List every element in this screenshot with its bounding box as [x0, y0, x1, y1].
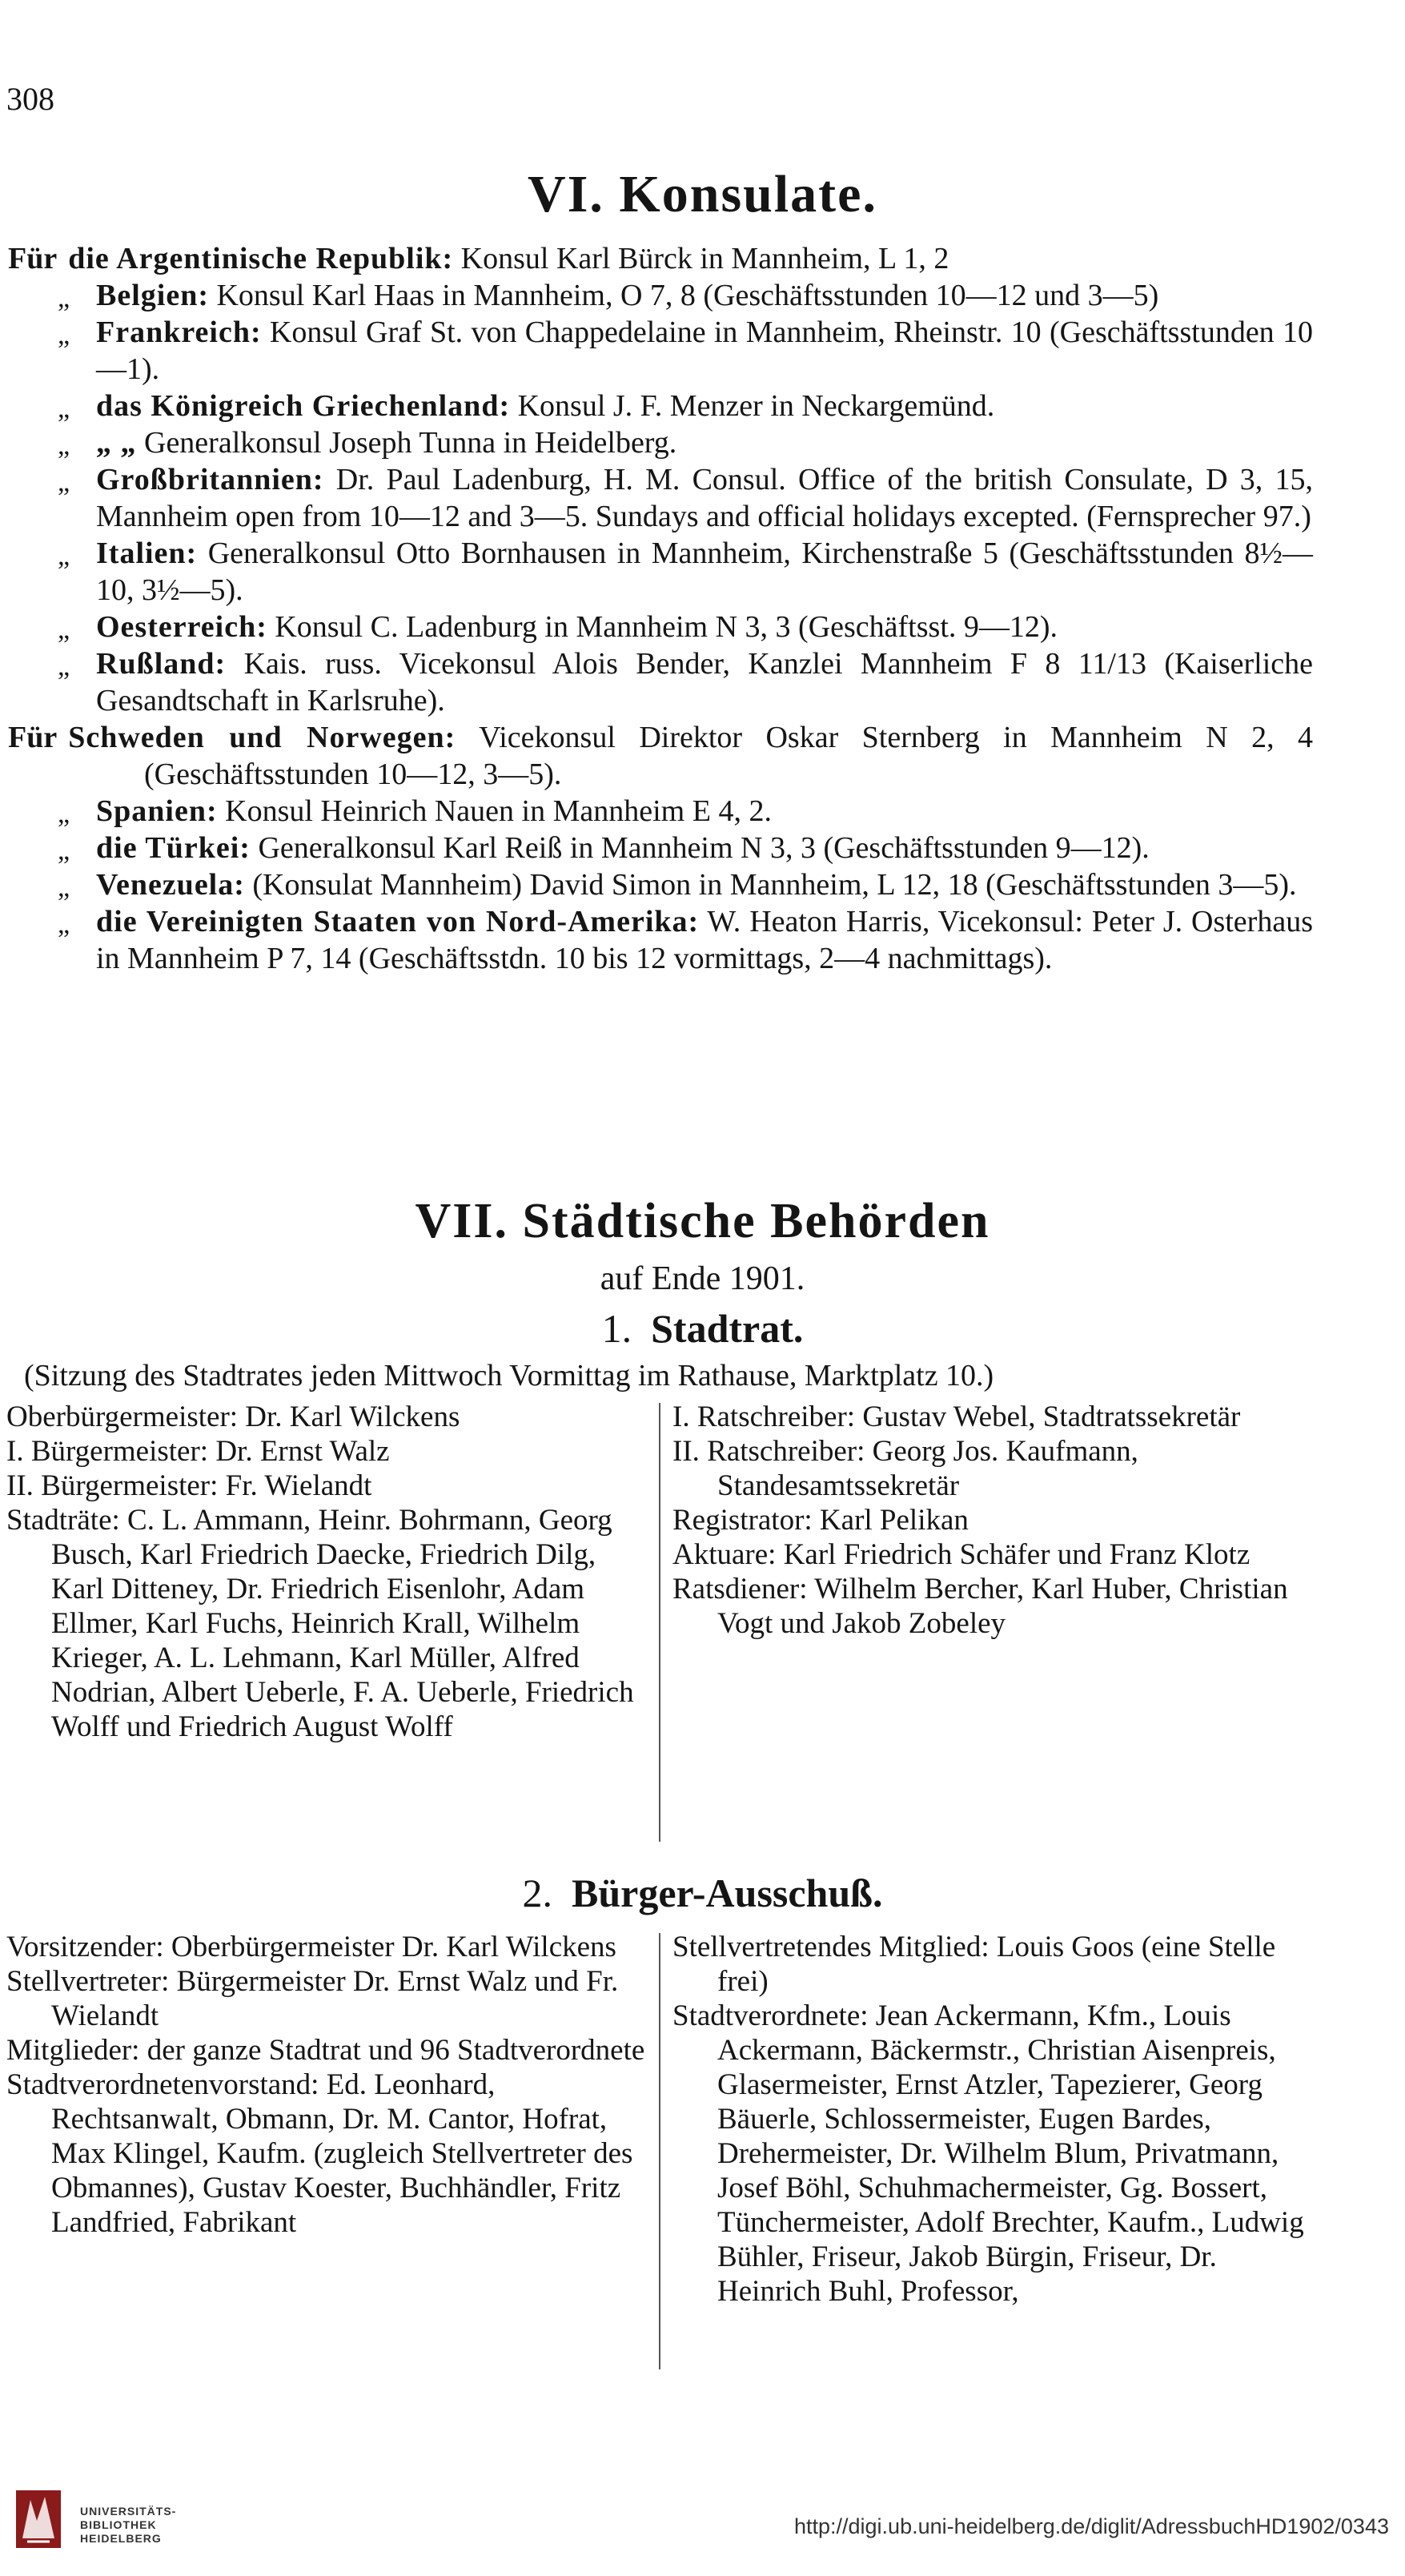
footer-bar — [0, 2466, 1405, 2576]
stadtrat-right-column — [672, 1400, 1313, 1641]
entry-lead: Für — [8, 242, 58, 275]
library-name-line: UNIVERSITÄTS- — [80, 2505, 177, 2518]
subsection-heading-stadtrat — [0, 1305, 1405, 1352]
country-name: Schweden und Norwegen: — [68, 721, 456, 754]
entry-lead: „ — [58, 873, 70, 902]
country-name: Frankreich: — [96, 315, 262, 349]
buerger-left-column — [6, 1930, 647, 2240]
consulate-entry — [8, 903, 1313, 977]
university-library-logo-icon — [14, 2489, 62, 2550]
consul-details: Konsul Heinrich Nauen in Mannheim E 4, 2. — [225, 794, 772, 828]
consulate-entry — [8, 535, 1313, 609]
library-name-line: BIBLIOTHEK — [80, 2518, 157, 2531]
stadtrat-entry: Aktuare: Karl Friedrich Schäfer und Franz Klotz — [672, 1538, 1250, 1571]
entry-lead: „ — [58, 615, 70, 645]
subsection-heading-buerger-ausschuss — [0, 1870, 1405, 1916]
library-name — [80, 2505, 176, 2546]
column-divider — [659, 1933, 660, 2369]
stadtrat-entry: Registrator: Karl Pelikan — [672, 1504, 969, 1537]
buerger-ausschuss-entry: Mitglieder: der ganze Stadtrat und 96 Stadtverordnete — [6, 2034, 645, 2067]
entry-lead: „ — [58, 394, 70, 424]
subsection-number: 1. — [601, 1306, 632, 1351]
consulate-entry — [8, 240, 1313, 277]
country-name: Oesterreich: — [96, 610, 267, 644]
subsection-title: Stadtrat. — [651, 1306, 804, 1351]
stadtrat-left-column — [6, 1400, 647, 1744]
entry-lead: „ — [58, 910, 70, 939]
consul-details: Konsul Karl Bürck in Mannheim, L 1, 2 — [460, 242, 949, 275]
stadtrat-entry: Stadträte: C. L. Ammann, Heinr. Bohrmann, Georg Busch, Karl Friedrich Daecke, Friedrich Dilg, Karl Ditteney, Dr. Friedrich Eisenlohr, Adam Ellmer, Karl Fuchs, Heinrich Krall, Wilhelm Krieger, A. L. Lehmann, Karl Müller, Alfred Nodrian, Albert Ueberle, F. A. Ueberle, Friedrich Wolff und Friedrich August Wolff — [6, 1504, 634, 1743]
entry-lead: „ — [58, 320, 70, 350]
consulate-entry — [8, 461, 1313, 535]
section-subtitle: auf Ende 1901. — [600, 1260, 805, 1297]
country-name: das Königreich Griechenland: — [96, 389, 511, 423]
entry-lead: Für — [8, 721, 58, 754]
page-number: 308 — [6, 81, 54, 117]
country-name: Belgien: — [96, 279, 209, 312]
consul-details: W. Heaton Harris, Vicekonsul: Peter J. Osterhaus in Mannheim P 7, 14 (Geschäftsstdn. 10 bis 12 vormittags, 2—4 nachmittags). — [96, 905, 1313, 975]
entry-lead: „ — [58, 468, 70, 497]
consulates-list — [8, 240, 1313, 977]
entry-lead: „ — [58, 283, 70, 313]
buerger-ausschuss-entry: Vorsitzender: Oberbürgermeister Dr. Karl Wilckens — [6, 1931, 616, 1963]
stadtrat-entry: I. Ratschreiber: Gustav Webel, Stadtratssekretär — [672, 1401, 1241, 1433]
entry-lead: „ — [58, 431, 70, 460]
stadtrat-intro: (Sitzung des Stadtrates jeden Mittwoch Vormittag im Rathause, Marktplatz 10.) — [24, 1359, 994, 1392]
library-name-line: HEIDELBERG — [80, 2532, 162, 2545]
consulate-entry — [8, 609, 1313, 645]
buerger-ausschuss-entry: Stadtverordnetenvorstand: Ed. Leonhard, Rechtsanwalt, Obmann, Dr. M. Cantor, Hofrat, Max Klingel, Kaufm. (zugleich Stellvertreter des Obmannes), Gustav Koester, Buchhändler, Fritz Landfried, Fabrikant — [6, 2068, 633, 2239]
consul-details: Vicekonsul Direktor Oskar Sternberg in Mannheim N 2, 4 (Geschäftsstunden 10—12, 3—5). — [144, 721, 1313, 791]
column-divider — [659, 1403, 660, 1842]
country-name: Venezuela: — [96, 868, 245, 902]
consulate-entry — [8, 424, 1313, 461]
stadtrat-entry: II. Bürgermeister: Fr. Wielandt — [6, 1469, 372, 1502]
consulate-entry — [8, 645, 1313, 719]
subsection-number: 2. — [522, 1871, 552, 1915]
consul-details: Generalkonsul Karl Reiß in Mannheim N 3, 3 (Geschäftsstunden 9—12). — [258, 831, 1150, 865]
buerger-ausschuss-entry: Stadtverordnete: Jean Ackermann, Kfm., Louis Ackermann, Bäckermstr., Christian Aisenpreis, Glasermeister, Ernst Atzler, Tapezierer, Georg Bäuerle, Schlossermeister, Eugen Bardes, Drehermeister, Dr. Wilhelm Blum, Privatmann, Josef Böhl, Schuhmachermeister, Gg. Bossert, Tünchermeister, Adolf Brechter, Kaufm., Ludwig Bühler, Friseur, Jakob Bürgin, Friseur, Dr. Heinrich Buhl, Professor, — [672, 1999, 1304, 2308]
consulate-entry — [8, 793, 1313, 830]
source-url-link[interactable]: http://digi.ub.uni-heidelberg.de/diglit/AdressbuchHD1902/0343 — [793, 2514, 1389, 2538]
country-name: die Vereinigten Staaten von Nord-Amerika: — [96, 905, 700, 938]
buerger-ausschuss-entry: Stellvertretendes Mitglied: Louis Goos (eine Stelle frei) — [672, 1931, 1276, 1998]
country-name: Rußland: — [96, 647, 227, 681]
subsection-title: Bürger-Ausschuß. — [572, 1871, 883, 1915]
consul-details: Konsul J. F. Menzer in Neckargemünd. — [517, 389, 995, 423]
consulate-entry — [8, 719, 1313, 793]
consul-details: Konsul Karl Haas in Mannheim, O 7, 8 (Geschäftsstunden 10—12 und 3—5) — [216, 279, 1159, 312]
consul-details: Generalkonsul Otto Bornhausen in Mannheim, Kirchenstraße 5 (Geschäftsstunden 8½—10, 3½—5). — [96, 536, 1314, 607]
stadtrat-entry: I. Bürgermeister: Dr. Ernst Walz — [6, 1435, 390, 1468]
consulate-entry — [8, 277, 1313, 314]
consulate-entry — [8, 866, 1313, 903]
section-title-staedtische-behoerden: VII. Städtische Behörden — [415, 1194, 990, 1248]
consul-details: Kais. russ. Vicekonsul Alois Bender, Kanzlei Mannheim F 8 11/13 (Kaiserliche Gesandtschaft in Karlsruhe). — [96, 647, 1313, 717]
consul-details: Generalkonsul Joseph Tunna in Heidelberg. — [144, 426, 677, 460]
country-name: Großbritannien: — [96, 463, 324, 496]
country-name: Spanien: — [96, 794, 218, 828]
entry-lead: „ — [58, 541, 70, 571]
buerger-right-column — [672, 1930, 1313, 2309]
entry-lead: „ — [58, 836, 70, 866]
entry-lead: „ — [58, 799, 70, 829]
consulate-entry — [8, 388, 1313, 424]
stadtrat-entry: Ratsdiener: Wilhelm Bercher, Karl Huber, Christian Vogt und Jakob Zobeley — [672, 1573, 1288, 1640]
consul-details: (Konsulat Mannheim) David Simon in Mannheim, L 12, 18 (Geschäftsstunden 3—5). — [252, 868, 1297, 902]
country-name: die Türkei: — [96, 831, 251, 865]
consul-details: Konsul C. Ladenburg in Mannheim N 3, 3 (Geschäftsst. 9—12). — [275, 610, 1058, 644]
buerger-ausschuss-entry: Stellvertreter: Bürgermeister Dr. Ernst Walz und Fr. Wielandt — [6, 1965, 619, 2032]
consul-details: Konsul Graf St. von Chappedelaine in Mannheim, Rheinstr. 10 (Geschäftsstunden 10—1). — [96, 315, 1313, 386]
consulate-entry — [8, 830, 1313, 866]
stadtrat-entry: Oberbürgermeister: Dr. Karl Wilckens — [6, 1401, 460, 1433]
country-name: Italien: — [96, 536, 198, 570]
stadtrat-entry: II. Ratschreiber: Georg Jos. Kaufmann, Standesamtssekretär — [672, 1435, 1138, 1502]
country-name: „ „ — [96, 426, 137, 460]
consulate-entry — [8, 314, 1313, 388]
entry-lead: „ — [58, 652, 70, 681]
consul-details: Dr. Paul Ladenburg, H. M. Consul. Office of the british Consulate, D 3, 15, Mannheim open from 10—12 and 3—5. Sundays and official holidays excepted. (Fernsprecher 97.) — [96, 463, 1313, 533]
section-title-konsulate: VI. Konsulate. — [528, 165, 877, 223]
country-name: die Argentinische Republik: — [68, 242, 454, 275]
